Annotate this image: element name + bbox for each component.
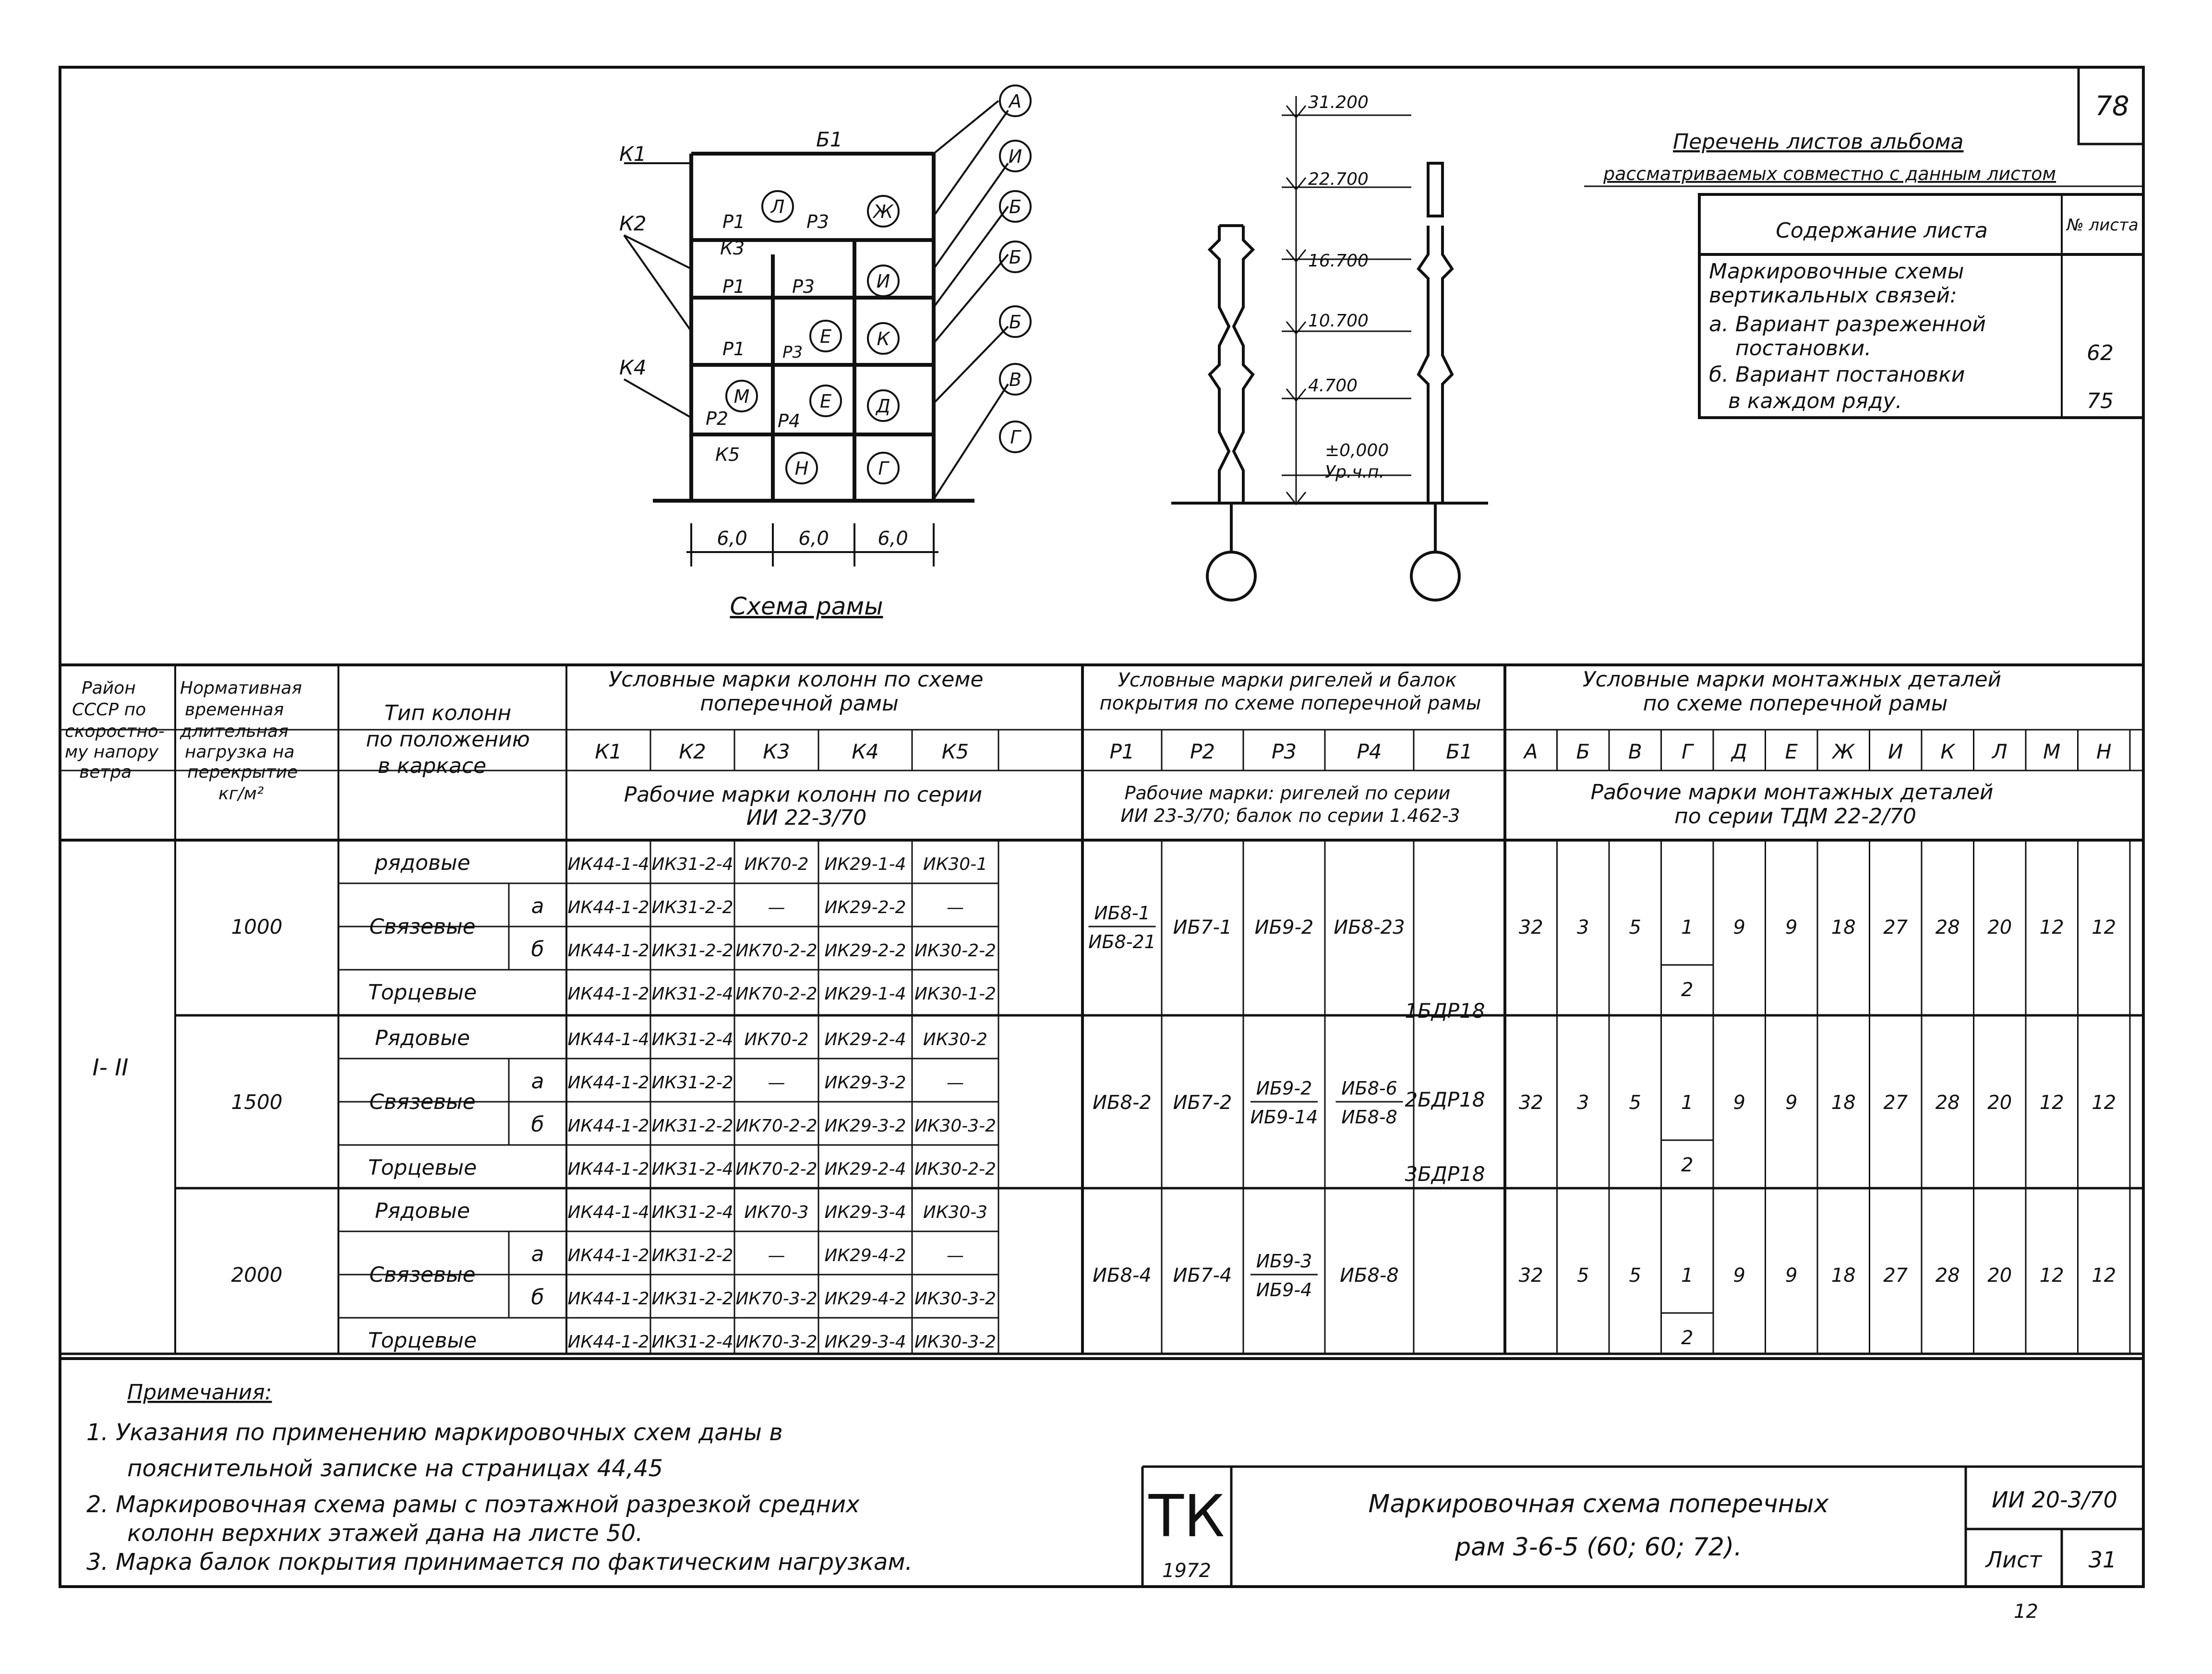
- frame-top-beam-label: Б1: [816, 128, 843, 151]
- frame-column-label: К1: [619, 142, 647, 166]
- column-work-mark: ИК29-2-2: [824, 941, 906, 961]
- column-work-mark: ИК29-3-4: [824, 1203, 906, 1222]
- column-work-mark: ИК70-3-2: [735, 1332, 817, 1352]
- column-work-mark: ИК44-1-2: [567, 941, 649, 961]
- column-work-mark: ИК29-1-4: [824, 855, 906, 874]
- column-subtype-label: б: [531, 937, 544, 962]
- circle-label: В: [1009, 369, 1022, 390]
- column-type-label: Рядовые: [374, 1199, 470, 1223]
- elevation-label: 10.700: [1308, 311, 1369, 331]
- circle-label: И: [1008, 146, 1022, 167]
- beam-mark-header: Р4: [1357, 740, 1382, 763]
- column-work-mark: ИК30-3: [923, 1203, 988, 1222]
- detail-work-mark: 27: [1883, 1265, 1908, 1287]
- frame-column-label: К4: [619, 356, 647, 379]
- detail-work-mark: 32: [1518, 916, 1543, 939]
- column-work-mark: ИК70-3: [744, 1203, 809, 1222]
- column-work-mark: ИК31-2-4: [651, 855, 733, 874]
- head-work-details: Рабочие марки монтажных деталей по серии ТДМ 22-2/70: [1590, 780, 1994, 829]
- head-work-columns: Рабочие марки колонн по серии ИИ 22-3/70: [624, 783, 983, 830]
- beam-work-mark: ИБ7-4: [1173, 1265, 1232, 1287]
- column-work-mark: ИК31-2-4: [651, 1159, 733, 1179]
- detail-work-mark: 12: [2092, 1092, 2116, 1114]
- stamp-title-1: Маркировочная схема поперечных: [1368, 1490, 1829, 1518]
- detail-mark-header: Ж: [1832, 740, 1854, 763]
- section-diagram: [1171, 93, 1488, 600]
- circle-label: И: [876, 271, 890, 292]
- column-work-mark: ИК29-2-4: [824, 1159, 906, 1179]
- beam-work-mark: ИБ8-21: [1088, 931, 1156, 952]
- album-list-row-text: постановки.: [1735, 336, 1872, 361]
- title-stamp: [1142, 1467, 2143, 1587]
- column-work-mark: ИК44-1-2: [567, 1246, 649, 1265]
- column-work-mark: —: [768, 1073, 785, 1093]
- column-work-mark: ИК44-1-2: [567, 1332, 649, 1352]
- column-work-mark: —: [768, 1246, 785, 1265]
- column-type-label: рядовые: [374, 851, 470, 875]
- stamp-sheet-number: 31: [2088, 1547, 2117, 1573]
- circle-label: К: [877, 328, 890, 349]
- circle-label: Л: [770, 196, 785, 217]
- column-subtype-label: б: [531, 1285, 544, 1310]
- head-column-type: Тип колонн по положению в каркасе: [366, 701, 530, 778]
- column-work-mark: ИК70-3-2: [735, 1289, 817, 1309]
- table-head: [65, 667, 2112, 830]
- column-work-mark: ИК70-2: [744, 1030, 809, 1049]
- beam-mark-header: Р3: [1271, 740, 1297, 763]
- head-group-beams: Условные марки ригелей и балок покрытия по схеме поперечной рамы: [1099, 669, 1481, 714]
- column-type-label: Рядовые: [374, 1026, 470, 1050]
- column-work-mark: ИК30-3-2: [914, 1332, 997, 1352]
- head-work-beams: Рабочие марки: ригелей по серии ИИ 23-3/70; балок по серии 1.462-3: [1120, 783, 1460, 826]
- region-value: I- II: [92, 1054, 129, 1081]
- column-type-label: Торцевые: [368, 1156, 477, 1180]
- detail-work-mark: 18: [1831, 916, 1856, 939]
- beam-mark-header: Р2: [1190, 740, 1215, 763]
- detail-work-mark: 20: [1987, 1092, 2012, 1114]
- span-label: 6,0: [717, 528, 747, 550]
- detail-mark-header: В: [1628, 740, 1642, 763]
- column-work-mark: ИК29-4-2: [824, 1289, 906, 1309]
- frame-beam-label: Р1: [722, 211, 745, 232]
- note-line: колонн верхних этажей дана на листе 50.: [127, 1520, 643, 1547]
- detail-mark-header: А: [1524, 740, 1538, 763]
- stamp-year: 1972: [1162, 1560, 1211, 1582]
- load-value: 2000: [231, 1263, 283, 1287]
- beam-work-mark: ИБ8-6: [1341, 1078, 1397, 1099]
- column-mark-header: К4: [852, 740, 879, 763]
- beam-mark-header: Р1: [1109, 740, 1135, 763]
- column-work-mark: ИК29-3-2: [824, 1116, 906, 1136]
- column-work-mark: ИК29-2-4: [824, 1030, 906, 1049]
- detail-work-mark: 12: [2039, 1092, 2064, 1114]
- column-subtype-label: а: [531, 1069, 544, 1094]
- circle-label: Д: [876, 396, 890, 417]
- column-work-mark: ИК30-3-2: [914, 1116, 997, 1136]
- detail-work-mark: 5: [1577, 1265, 1589, 1287]
- column-work-mark: ИК31-2-4: [651, 1332, 733, 1352]
- stamp-sheet-label: Лист: [1985, 1547, 2042, 1573]
- detail-work-mark: 27: [1883, 916, 1908, 939]
- load-value: 1500: [231, 1090, 283, 1114]
- detail-mark-header: Л: [1992, 740, 2008, 763]
- album-list-row-sheet: 62: [2087, 341, 2114, 365]
- detail-mark-header: Н: [2096, 740, 2112, 763]
- column-work-mark: ИК31-2-2: [651, 1116, 733, 1136]
- album-list-title: Перечень листов альбома: [1673, 130, 1964, 154]
- column-work-mark: ИК44-1-4: [567, 855, 649, 874]
- column-work-mark: —: [947, 898, 964, 917]
- note-line: 3. Марка балок покрытия принимается по фактическим нагрузкам.: [86, 1549, 913, 1576]
- album-list-header-sheet: № листа: [2067, 216, 2139, 235]
- column-work-mark: ИК30-2: [923, 1030, 988, 1049]
- column-work-mark: ИК29-4-2: [824, 1246, 906, 1265]
- column-type-label: Связевые: [369, 1263, 476, 1287]
- circle-label: Г: [1010, 427, 1021, 448]
- head-region: Район СССР по скоростно- му напору ветра: [65, 678, 165, 782]
- notes-title: Примечания:: [127, 1380, 272, 1405]
- note-line: 2. Маркировочная схема рамы с поэтажной разрезкой средних: [86, 1491, 860, 1518]
- column-work-mark: ИК70-2-2: [735, 984, 817, 1004]
- column-work-mark: ИК31-2-2: [651, 1073, 733, 1093]
- beam-work-mark: ИБ8-4: [1093, 1265, 1152, 1287]
- detail-mark-header: М: [2043, 740, 2061, 763]
- column-work-mark: ИК30-2-2: [914, 941, 997, 961]
- column-work-mark: ИК30-1-2: [914, 984, 997, 1004]
- album-list-row-text: Маркировочные схемы: [1709, 259, 1964, 284]
- column-work-mark: ИК44-1-2: [567, 898, 649, 917]
- beam-work-mark: ИБ7-1: [1173, 916, 1232, 939]
- column-work-mark: ИК44-1-4: [567, 1203, 649, 1222]
- album-list-header-content: Содержание листа: [1776, 218, 1988, 243]
- frame-beam-label: Р1: [722, 276, 745, 297]
- frame-beam-label: Р3: [806, 211, 830, 232]
- beam-work-mark: ИБ9-4: [1256, 1279, 1312, 1301]
- b1-value: 3БДР18: [1405, 1162, 1485, 1186]
- marks-table: [60, 665, 2143, 1354]
- column-work-mark: ИК29-1-4: [824, 984, 906, 1004]
- column-mark-header: К2: [679, 740, 706, 763]
- column-work-mark: ИК31-2-2: [651, 1246, 733, 1265]
- column-work-mark: ИК31-2-2: [651, 941, 733, 961]
- column-type-label: Связевые: [369, 1090, 476, 1114]
- column-work-mark: ИК30-3-2: [914, 1289, 997, 1309]
- detail-work-mark: 2: [1681, 1154, 1694, 1176]
- column-work-mark: —: [768, 898, 785, 917]
- head-group-columns: Условные марки колонн по схеме поперечной рамы: [608, 667, 984, 716]
- column-work-mark: ИК44-1-4: [567, 1030, 649, 1049]
- circle-label: Е: [819, 326, 832, 347]
- column-work-mark: ИК31-2-2: [651, 1289, 733, 1309]
- head-group-details: Условные марки монтажных деталей по схеме поперечной рамы: [1582, 667, 2002, 716]
- detail-work-mark: 20: [1987, 1265, 2012, 1287]
- circle-label: М: [733, 386, 750, 407]
- note-line: пояснительной записке на страницах 44,45: [127, 1455, 663, 1482]
- circle-label: Б: [1009, 312, 1022, 333]
- detail-work-mark: 5: [1629, 1265, 1641, 1287]
- detail-work-mark: 27: [1883, 1092, 1908, 1114]
- detail-work-mark: 28: [1935, 916, 1960, 939]
- page-number-box: [2079, 67, 2143, 144]
- frame-column-label: К3: [720, 238, 745, 259]
- detail-work-mark: 12: [2039, 916, 2064, 939]
- column-work-mark: ИК29-2-2: [824, 898, 906, 917]
- notes: [86, 1380, 913, 1576]
- detail-work-mark: 3: [1577, 916, 1589, 939]
- beam-work-mark: ИБ8-23: [1334, 916, 1405, 939]
- column-work-mark: ИК31-2-2: [651, 898, 733, 917]
- beam-work-mark: ИБ8-1: [1094, 903, 1150, 924]
- column-work-mark: ИК30-1: [923, 855, 988, 874]
- detail-work-mark: 12: [2092, 1265, 2116, 1287]
- circle-label: Н: [794, 458, 809, 479]
- column-work-mark: —: [947, 1246, 964, 1265]
- circle-label: Ж: [873, 201, 893, 222]
- beam-work-mark: ИБ8-2: [1093, 1092, 1152, 1114]
- head-load: Нормативная временная длительная нагрузка на перекрытие кг/м²: [180, 678, 302, 804]
- circle-label: Е: [819, 391, 832, 412]
- column-work-mark: ИК29-3-2: [824, 1073, 906, 1093]
- album-list-row-text: а. Вариант разреженной: [1709, 312, 1986, 337]
- detail-mark-header: К: [1940, 740, 1955, 763]
- frame-beam-label: Р2: [706, 408, 729, 429]
- column-mark-header: К5: [941, 740, 969, 763]
- span-label: 6,0: [878, 528, 908, 550]
- detail-mark-header: Д: [1731, 740, 1747, 763]
- beam-mark-header: Б1: [1446, 740, 1473, 763]
- column-work-mark: —: [947, 1073, 964, 1093]
- elevation-label: Ур.ч.п.: [1325, 462, 1384, 482]
- frame-beam-label: Р1: [722, 338, 745, 360]
- column-work-mark: ИК70-2: [744, 855, 809, 874]
- detail-work-mark: 3: [1577, 1092, 1589, 1114]
- frame-caption: Схема рамы: [730, 592, 883, 620]
- detail-work-mark: 1: [1681, 916, 1694, 939]
- detail-mark-header: Б: [1576, 740, 1590, 763]
- elevation-label: 4.700: [1308, 376, 1358, 396]
- b1-value: 1БДР18: [1405, 999, 1485, 1023]
- column-mark-header: К3: [763, 740, 790, 763]
- detail-work-mark: 32: [1518, 1265, 1543, 1287]
- detail-work-mark: 28: [1935, 1265, 1960, 1287]
- frame-column-label: К2: [619, 212, 647, 235]
- column-work-mark: ИК31-2-4: [651, 984, 733, 1004]
- detail-work-mark: 28: [1935, 1092, 1960, 1114]
- stamp-mark: ТК: [1148, 1483, 1225, 1550]
- detail-work-mark: 2: [1681, 1327, 1694, 1349]
- column-work-mark: ИК70-2-2: [735, 941, 817, 961]
- album-list-row-sheet: 75: [2087, 389, 2114, 413]
- load-value: 1000: [231, 915, 283, 939]
- column-work-mark: ИК30-2-2: [914, 1159, 997, 1179]
- elevation-label: 22.700: [1308, 169, 1369, 189]
- column-work-mark: ИК44-1-2: [567, 1073, 649, 1093]
- elevation-label: ±0,000: [1325, 441, 1389, 460]
- column-work-mark: ИК44-1-2: [567, 1289, 649, 1309]
- frame-column-label: К5: [715, 444, 740, 465]
- detail-work-mark: 1: [1681, 1092, 1694, 1114]
- album-list-row-text: б. Вариант постановки: [1709, 362, 1965, 387]
- beam-work-mark: ИБ7-2: [1173, 1092, 1232, 1114]
- stamp-series: ИИ 20-3/70: [1992, 1487, 2117, 1513]
- detail-work-mark: 9: [1733, 1265, 1745, 1287]
- elevation-label: 31.200: [1308, 93, 1369, 112]
- beam-work-mark: ИБ9-3: [1256, 1251, 1312, 1272]
- detail-work-mark: 9: [1733, 916, 1745, 939]
- column-subtype-label: а: [531, 894, 544, 918]
- circle-label: Б: [1009, 196, 1022, 217]
- detail-work-mark: 20: [1987, 916, 2012, 939]
- footer-mark: 12: [2014, 1601, 2038, 1623]
- beam-work-mark: ИБ9-2: [1256, 1078, 1312, 1099]
- column-work-mark: ИК31-2-4: [651, 1203, 733, 1222]
- column-subtype-label: б: [531, 1112, 544, 1137]
- frame-beam-label: Р3: [792, 276, 815, 297]
- column-work-mark: ИК70-2-2: [735, 1159, 817, 1179]
- page-number: 78: [2095, 91, 2129, 122]
- b1-value: 2БДР18: [1405, 1088, 1485, 1111]
- detail-work-mark: 1: [1681, 1265, 1694, 1287]
- column-type-label: Торцевые: [368, 1328, 477, 1353]
- detail-work-mark: 5: [1629, 1092, 1641, 1114]
- album-list: [1584, 130, 2143, 418]
- album-list-row-text: вертикальных связей:: [1709, 283, 1957, 308]
- column-work-mark: ИК31-2-4: [651, 1030, 733, 1049]
- elevation-label: 16.700: [1308, 251, 1369, 271]
- detail-work-mark: 9: [1733, 1092, 1745, 1114]
- detail-mark-header: И: [1888, 740, 1903, 763]
- detail-work-mark: 12: [2039, 1265, 2064, 1287]
- album-list-subtitle: рассматриваемых совместно с данным листом: [1603, 163, 2056, 184]
- detail-mark-header: Г: [1682, 740, 1693, 763]
- detail-work-mark: 18: [1831, 1092, 1856, 1114]
- note-line: 1. Указания по применению маркировочных схем даны в: [86, 1419, 783, 1446]
- column-work-mark: ИК44-1-2: [567, 984, 649, 1004]
- detail-work-mark: 32: [1518, 1092, 1543, 1114]
- detail-work-mark: 2: [1681, 979, 1694, 1001]
- circle-label: А: [1009, 91, 1022, 112]
- beam-work-mark: ИБ8-8: [1341, 1107, 1397, 1128]
- detail-work-mark: 5: [1629, 916, 1641, 939]
- circle-label: Б: [1009, 247, 1022, 268]
- column-mark-header: К1: [595, 740, 622, 763]
- frame-beam-label: Р3: [782, 343, 803, 362]
- column-work-mark: ИК44-1-2: [567, 1159, 649, 1179]
- column-type-label: Связевые: [369, 915, 476, 939]
- beam-work-mark: ИБ9-14: [1250, 1107, 1318, 1128]
- column-work-mark: ИК44-1-2: [567, 1116, 649, 1136]
- column-work-mark: ИК29-3-4: [824, 1332, 906, 1352]
- frame-beam-label: Р4: [778, 410, 801, 432]
- album-list-row-text: в каждом ряду.: [1728, 389, 1902, 413]
- detail-work-mark: 9: [1785, 1092, 1798, 1114]
- span-label: 6,0: [798, 528, 829, 550]
- beam-work-mark: ИБ9-2: [1254, 916, 1314, 939]
- detail-work-mark: 9: [1785, 916, 1798, 939]
- detail-mark-header: Е: [1785, 740, 1798, 763]
- beam-work-mark: ИБ8-8: [1340, 1265, 1399, 1287]
- column-type-label: Торцевые: [368, 980, 477, 1005]
- frame-diagram: [619, 85, 1031, 620]
- stamp-title-2: рам 3-6-5 (60; 60; 72).: [1455, 1533, 1742, 1562]
- detail-work-mark: 18: [1831, 1265, 1856, 1287]
- detail-work-mark: 12: [2092, 916, 2116, 939]
- column-work-mark: ИК70-2-2: [735, 1116, 817, 1136]
- column-subtype-label: а: [531, 1242, 544, 1266]
- detail-work-mark: 9: [1785, 1265, 1798, 1287]
- circle-label: Г: [878, 458, 889, 479]
